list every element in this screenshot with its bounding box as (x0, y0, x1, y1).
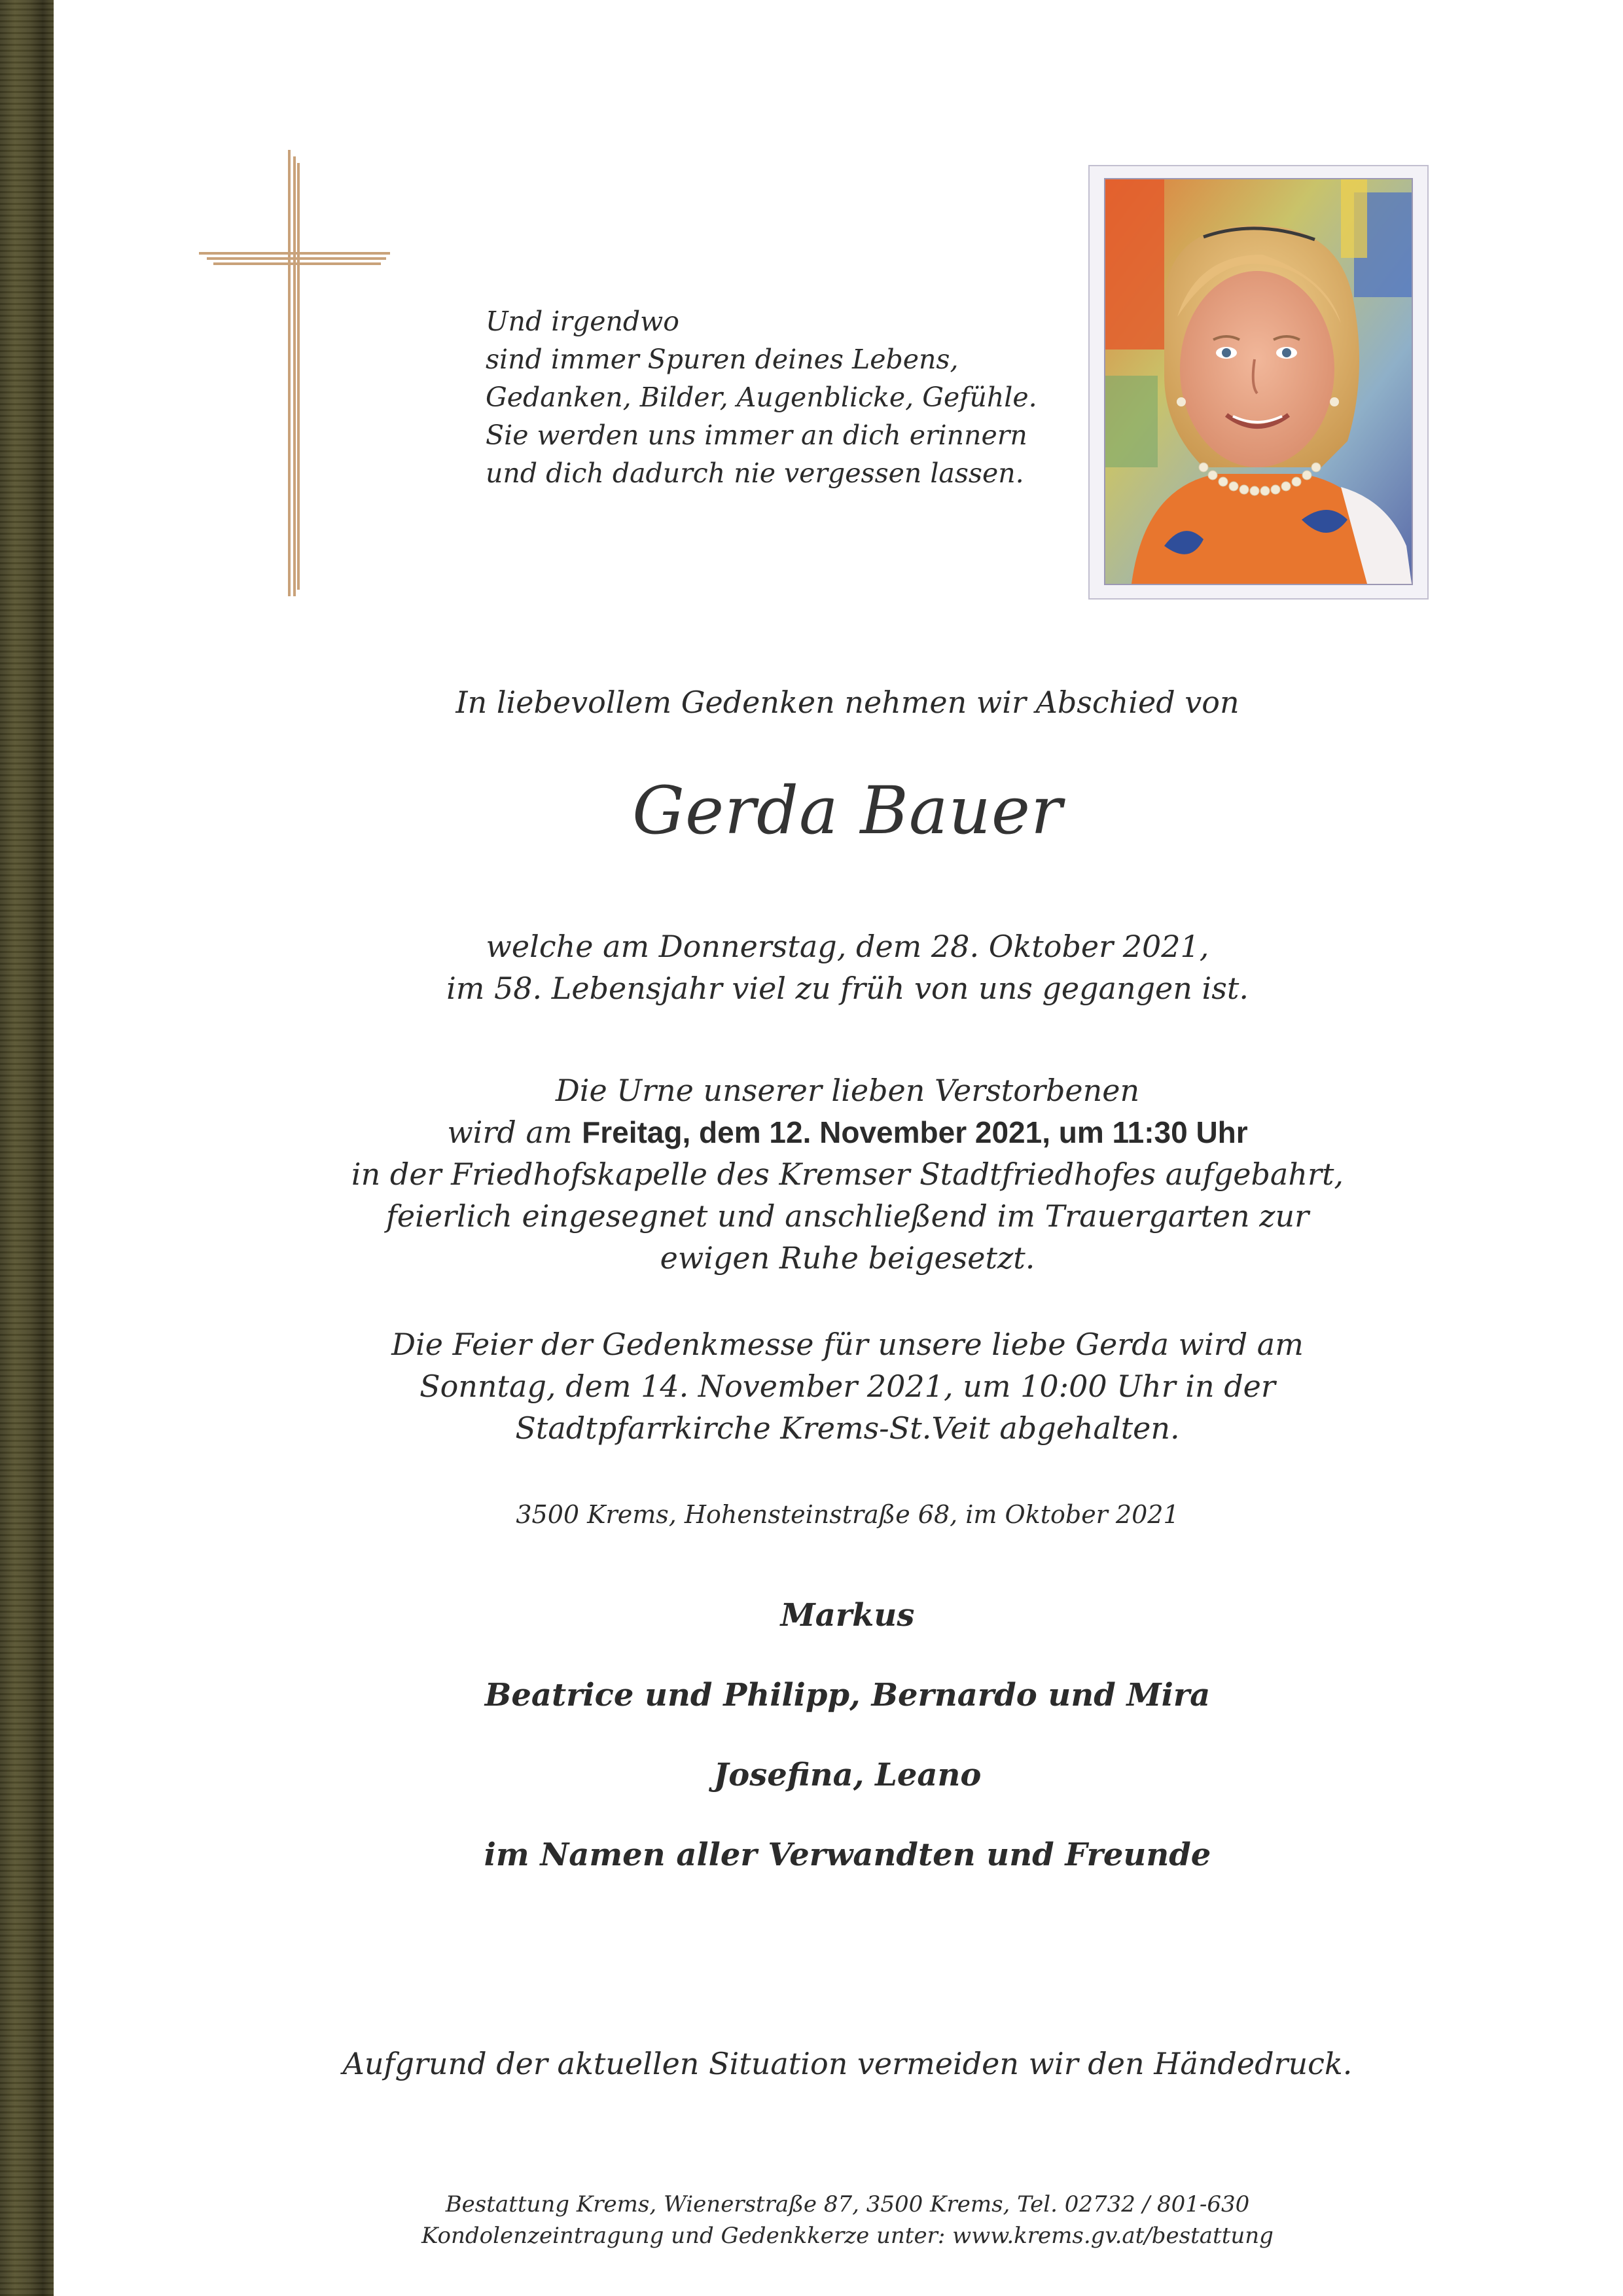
handshake-notice: Aufgrund der aktuellen Situation vermeiden wir den Händedruck. (342, 2046, 1353, 2081)
urn-line: Die Urne unserer lieben Verstorbenen (555, 1073, 1140, 1108)
place-date: 3500 Krems, Hohensteinstraße 68, im Oktober 2021 (516, 1500, 1179, 1529)
condolence-link: Kondolenzeintragung und Gedenkkerze unter: www.krems.gv.at/bestattung (421, 2223, 1274, 2249)
family-member: im Namen aller Verwandten und Freunde (484, 1837, 1211, 1873)
family-member: Markus (780, 1597, 915, 1634)
urn-line: ewigen Ruhe beigesetzt. (660, 1240, 1035, 1276)
mass-line: Die Feier der Gedenkmesse für unsere liebe Gerda wird am (391, 1327, 1304, 1362)
family-member: Josefina, Leano (713, 1757, 982, 1793)
portrait-frame (1088, 165, 1429, 600)
urn-line: in der Friedhofskapelle des Kremser Stadtfriedhofes aufgebahrt, (351, 1157, 1344, 1192)
death-date-line: welche am Donnerstag, dem 28. Oktober 2021, (486, 929, 1209, 964)
urn-date-prefix: wird am (447, 1115, 582, 1150)
urn-date-bold: Freitag, dem 12. November 2021, um 11:30 Uhr (582, 1115, 1248, 1149)
urn-date-line (196, 1111, 1499, 1153)
poem-line: Sie werden uns immer an dich erinnern (486, 420, 1027, 451)
poem-line: und dich dadurch nie vergessen lassen. (486, 457, 1024, 489)
memorial-poem (486, 302, 1075, 492)
intro-text: In liebevollem Gedenken nehmen wir Abschied von (455, 685, 1240, 720)
poem-line: Gedanken, Bilder, Augenblicke, Gefühle. (486, 382, 1037, 413)
family-member: Beatrice und Philipp, Bernardo und Mira (484, 1677, 1211, 1713)
urn-line: feierlich eingesegnet und anschließend im Trauergarten zur (385, 1198, 1310, 1234)
portrait-photo (1104, 178, 1413, 585)
mass-line: Sonntag, dem 14. November 2021, um 10:00 Uhr in der (419, 1369, 1275, 1404)
mass-line: Stadtpfarrkirche Krems-St.Veit abgehalten. (515, 1410, 1180, 1446)
undertaker-address: Bestattung Krems, Wienerstraße 87, 3500 Krems, Tel. 02732 / 801-630 (445, 2191, 1250, 2217)
deceased-name: Gerda Bauer (632, 772, 1063, 849)
decorative-side-strip (0, 0, 54, 2296)
poem-line: sind immer Spuren deines Lebens, (486, 344, 959, 375)
poem-line: Und irgendwo (486, 306, 679, 337)
portrait-illustration (1105, 179, 1412, 584)
cross-icon (196, 147, 393, 599)
age-line: im 58. Lebensjahr viel zu früh von uns gegangen ist. (446, 971, 1249, 1006)
